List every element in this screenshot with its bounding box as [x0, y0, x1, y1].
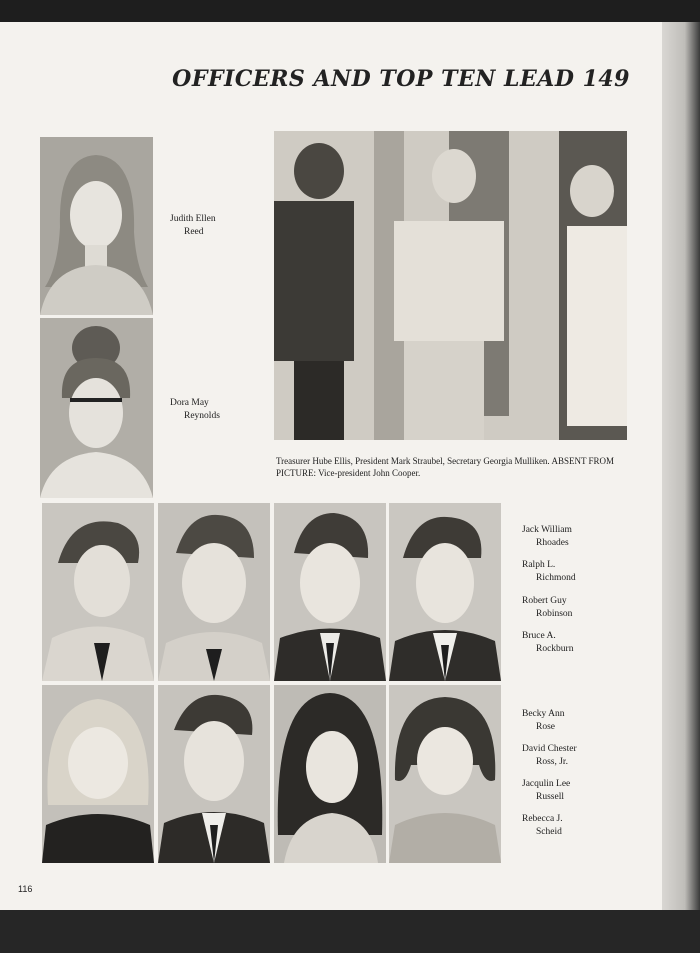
- portrait-bruce-rockburn: [389, 503, 501, 681]
- name-dora-reynolds: Dora May Reynolds: [170, 398, 220, 421]
- page-number: 116: [18, 884, 33, 894]
- name-ralph-richmond: Ralph L. Richmond: [522, 560, 576, 583]
- portrait-ralph-richmond: [158, 503, 270, 681]
- name-jack-rhoades: Jack William Rhoades: [522, 525, 572, 548]
- portrait-judith-reed: [40, 137, 153, 315]
- name-robert-robinson: Robert Guy Robinson: [522, 596, 573, 619]
- portrait-jack-rhoades: [42, 503, 154, 681]
- portrait-rebecca-scheid: [389, 685, 501, 863]
- portrait-david-ross: [158, 685, 270, 863]
- name-david-ross: David Chester Ross, Jr.: [522, 744, 577, 767]
- name-judith-reed: Judith Ellen Reed: [170, 214, 216, 237]
- name-becky-rose: Becky Ann Rose: [522, 709, 565, 732]
- portrait-robert-robinson: [274, 503, 386, 681]
- portrait-dora-reynolds: [40, 318, 153, 498]
- portrait-becky-rose: [42, 685, 154, 863]
- scan-bottom-band: [0, 910, 700, 953]
- officers-group-photo: [274, 131, 627, 440]
- group-photo-caption: Treasurer Hube Ellis, President Mark Straubel, Secretary Georgia Mulliken. ABSENT FROM PICTURE: Vice-president John Cooper.: [276, 456, 615, 478]
- name-bruce-rockburn: Bruce A. Rockburn: [522, 631, 574, 654]
- portrait-jacqulin-russell: [274, 685, 386, 863]
- name-jacqulin-russell: Jacqulin Lee Russell: [522, 779, 571, 802]
- page-edge: [662, 22, 700, 910]
- page-title: OFFICERS AND TOP TEN LEAD 149: [172, 66, 630, 92]
- name-rebecca-scheid: Rebecca J. Scheid: [522, 814, 563, 837]
- scan-top-band: [0, 0, 700, 22]
